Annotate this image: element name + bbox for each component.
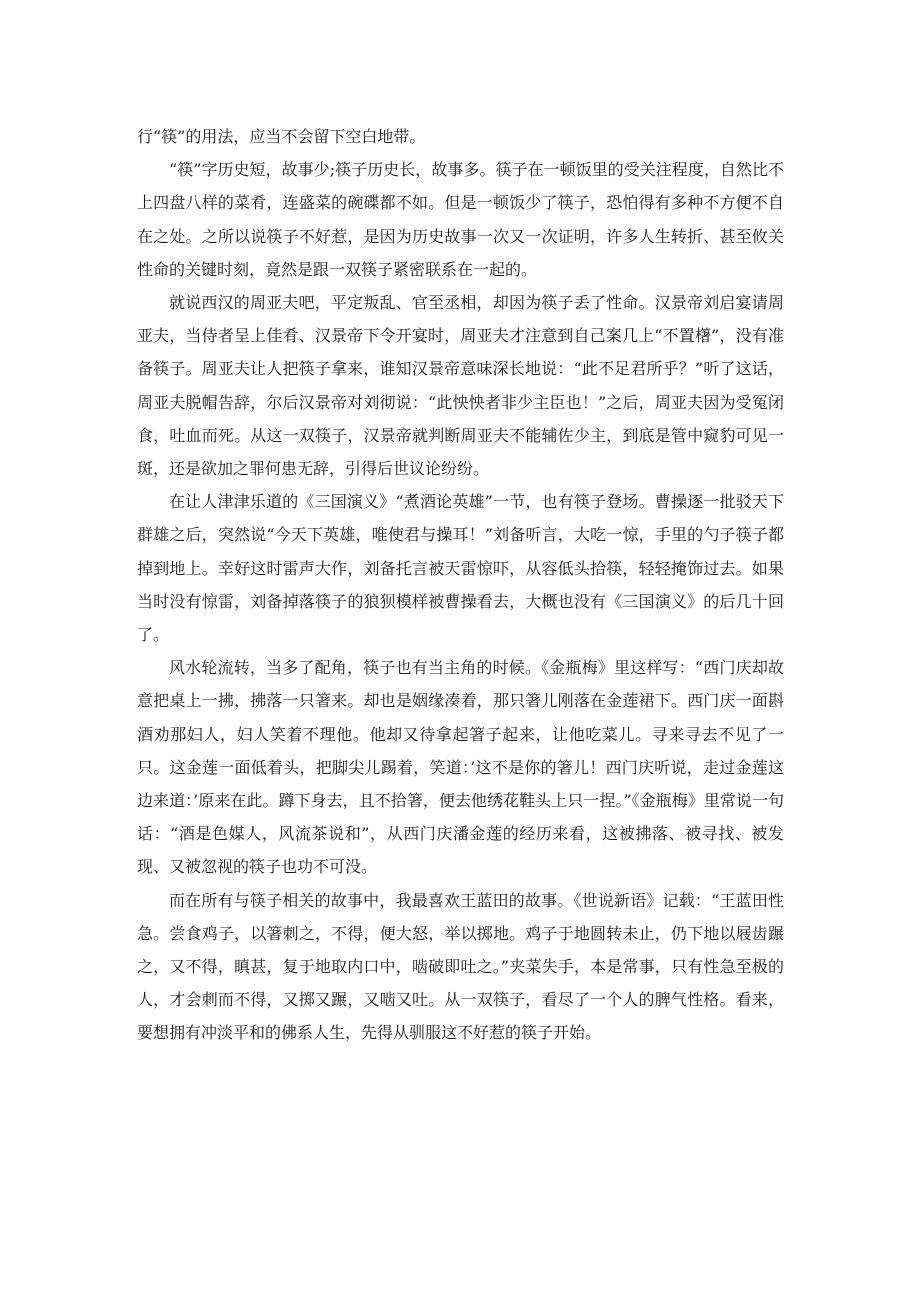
paragraph-4: 在让人津津乐道的《三国演义》“煮酒论英雄”一节，也有筷子登场。曹操逐一批驳天下群雄之后，突然说“今天下英雄，唯使君与操耳！”刘备听言，大吃一惊，手里的勺子筷子都掉到地上。幸好这时雷声大作，刘备托言被天雷惊吓，从容低头拾筷，轻轻掩饰过去。如果当时没有惊雷，刘备掉落筷子的狼狈模样被曹操看去，大概也没有《三国演义》的后几十回了。	[137, 492, 784, 645]
paragraph-6: 而在所有与筷子相关的故事中，我最喜欢王蓝田的故事。《世说新语》记载：“王蓝田性急。尝食鸡子，以箸刺之，不得，便大怒，举以掷地。鸡子于地圆转未止，仍下地以屐齿蹍之，又不得，瞋甚，复于地取内口中，啮破即吐之。”夹菜失手，本是常事，只有性急至极的人，才会刺而不得，又掷又蹍，又啮又吐。从一双筷子，看尽了一个人的脾气性格。看来，要想拥有冲淡平和的佛系人生，先得从驯服这不好惹的筷子开始。	[137, 890, 784, 1043]
article-body	[137, 120, 784, 1050]
paragraph-1: 行“筷”的用法，应当不会留下空白地带。	[137, 127, 426, 146]
paragraph-5: 风水轮流转，当多了配角，筷子也有当主角的时候。《金瓶梅》里这样写：“西门庆却故意把桌上一拂，拂落一只箸来。却也是姻缘凑着，那只箸儿刚落在金莲裙下。西门庆一面斟酒劝那妇人，妇人笑着不理他。他却又待拿起箸子起来，让他吃菜儿。寻来寻去不见了一只。这金莲一面低着头，把脚尖儿踢着，笑道：’这不是你的箸儿！西门庆听说，走过金莲这边来道：’原来在此。蹲下身去，且不拾箸，便去他绣花鞋头上只一捏。”《金瓶梅》里常说一句话：“酒是色媒人，风流茶说和”，从西门庆潘金莲的经历来看，这被拂落、被寻找、被发现、又被忽视的筷子也功不可没。	[137, 658, 784, 877]
paragraph-3: 就说西汉的周亚夫吧，平定叛乱、官至丞相，却因为筷子丢了性命。汉景帝刘启宴请周亚夫，当侍者呈上佳肴、汉景帝下令开宴时，周亚夫才注意到自己案几上“不置櫡”，没有准备筷子。周亚夫让人把筷子拿来，谁知汉景帝意味深长地说：“此不足君所乎？”听了这话，周亚夫脱帽告辞，尔后汉景帝对刘彻说：“此怏怏者非少主臣也！”之后，周亚夫因为受冤闭食，吐血而死。从这一双筷子，汉景帝就判断周亚夫不能辅佐少主，到底是管中窥豹可见一斑，还是欲加之罪何患无辞，引得后世议论纷纷。	[137, 293, 784, 479]
paragraph-2: “筷”字历史短，故事少;筷子历史长，故事多。筷子在一顿饭里的受关注程度，自然比不上四盘八样的菜肴，连盛菜的碗碟都不如。但是一顿饭少了筷子，恐怕得有多种不方便不自在之处。之所以说筷子不好惹，是因为历史故事一次又一次证明，许多人生转折、甚至攸关性命的关键时刻，竟然是跟一双筷子紧密联系在一起的。	[137, 160, 784, 279]
